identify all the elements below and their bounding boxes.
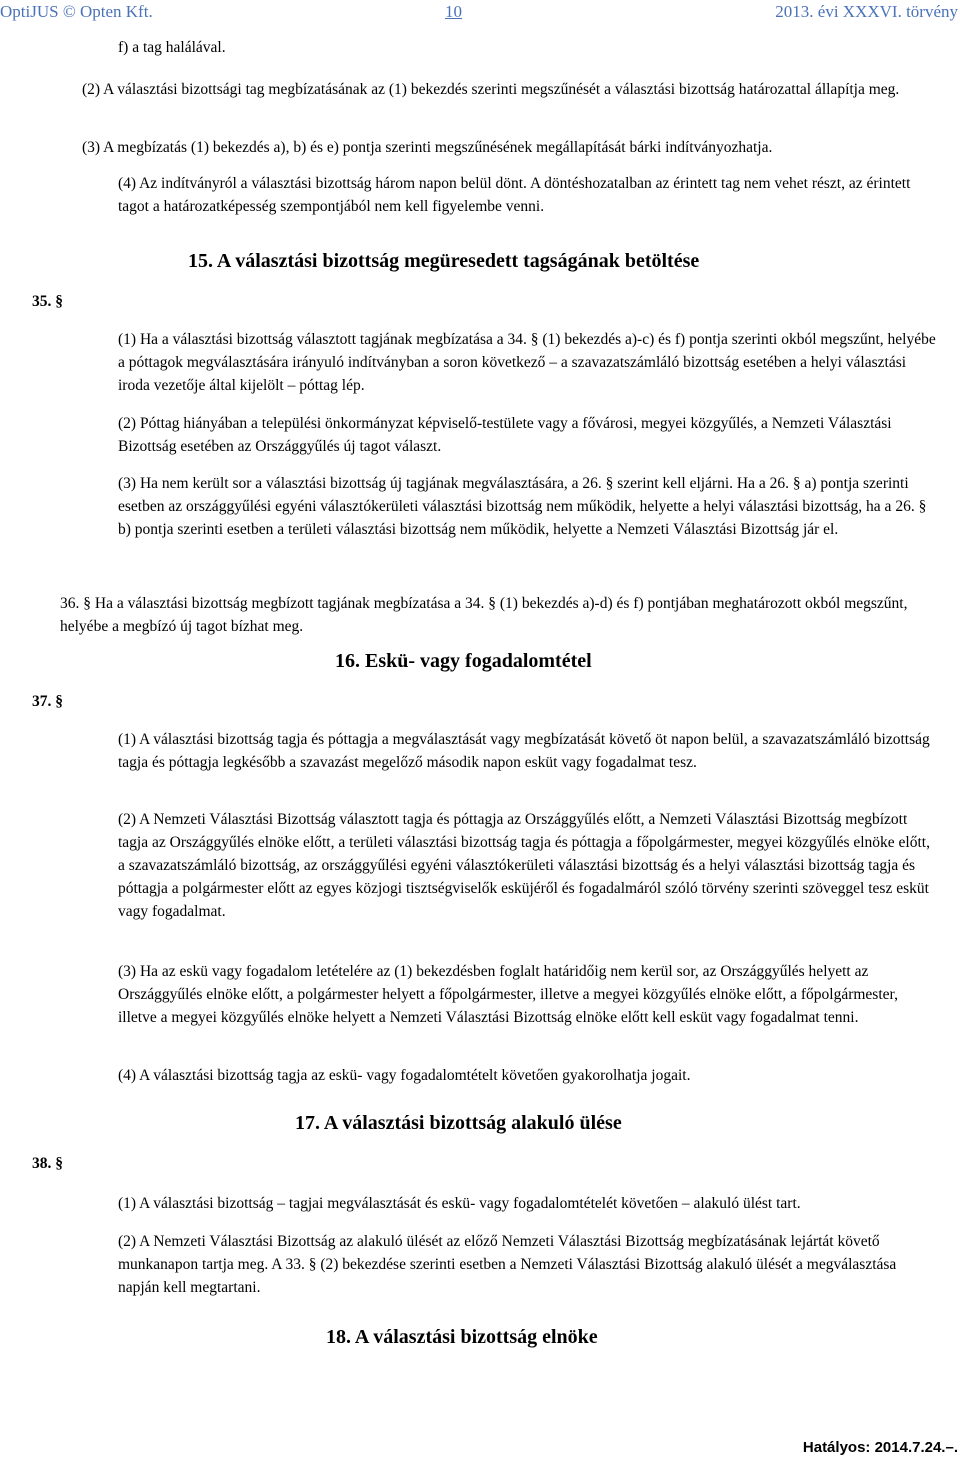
paragraph-37-3: (3) Ha az eskü vagy fogadalom letételére az (1) bekezdésben foglalt határidőig nem kerül sor, az Országgyűlés helyett az Országgyűlés elnöke előtt, a polgármester helyett a főpolgármester, illetve a megyei közgyűlés elnöke előtt, a főpolgármester, illetve a megyei közgyűlés elnöke helyett a Nemzeti Választási Bizottság elnöke előtt kell esküt vagy fogadalmat tenni. (118, 963, 898, 1026)
paragraph-38-2: (2) A Nemzeti Választási Bizottság az alakuló ülését az előző Nemzeti Választási Bizottság megbízatásának lejártát követő munkanapon tartja meg. A 33. § (2) bekezdése szerinti esetben a Nemzeti Választási Bizottság alakuló ülését a megválasztása napján kell megtartani. (118, 1233, 897, 1296)
section-title-16: 16. Eskü- vagy fogadalomtétel (335, 650, 592, 672)
paragraph-35-1: (1) Ha a választási bizottság választott tagjának megbízatása a 34. § (1) bekezdés a)-c) és f) pontja szerinti okból megszűnt, helyébe a póttagok megválasztására irányuló indítványban a soron következő – a szavazatszámláló bizottság esetében a helyi választási iroda vezetője által kijelölt – póttag lép. (118, 331, 936, 394)
paragraph-34-4: (4) Az indítványról a választási bizottság három napon belül dönt. A döntéshozatalban az érintett tag nem vehet részt, az érintett tagot a határozatképesség szempontjából nem kell figyelembe venni. (118, 175, 911, 215)
paragraph-34-2: (2) A választási bizottsági tag megbízatásának az (1) bekezdés szerinti megszűnését a választási bizottság határozattal állapítja meg. (82, 81, 900, 98)
paragraph-37-4: (4) A választási bizottság tagja az eskü- vagy fogadalomtételt követően gyakorolhatja jogait. (118, 1067, 691, 1084)
header-law-title: 2013. évi XXXVI. törvény (775, 2, 958, 21)
paragraph-35-3: (3) Ha nem került sor a választási bizottság új tagjának megválasztására, a 26. § szerint kell eljárni. Ha a 26. § a) pontja szerinti esetben az országgyűlési egyéni választókerületi választási bizottság nem működik, helyette a helyi választási bizottság, ha a 26. § b) pontja szerinti esetben a területi választási bizottság nem működik, helyette a Nemzeti Választási Bizottság jár el. (118, 475, 927, 538)
section-number-38: 38. § (32, 1155, 63, 1172)
paragraph-37-1: (1) A választási bizottság tagja és póttagja a megválasztását vagy megbízatását követő öt napon belül, a szavazatszámláló bizottság tagja és póttagja legkésőbb a szavazást megelőző második napon esküt vagy fogadalmat tesz. (118, 731, 930, 771)
paragraph-38-1: (1) A választási bizottság – tagjai megválasztását és eskü- vagy fogadalomtételét követően – alakuló ülést tart. (118, 1195, 801, 1212)
paragraph-36: 36. § Ha a választási bizottság megbízott tagjának megbízatása a 34. § (1) bekezdés a)-d) és f) pontjában meghatározott okból megszűnt, helyébe a megbízó új tagot bízhat meg. (60, 594, 908, 635)
paragraph-f: f) a tag halálával. (118, 39, 226, 56)
section-title-15: 15. A választási bizottság megüresedett tagságának betöltése (188, 250, 700, 272)
header-page-number: 10 (445, 2, 462, 21)
paragraph-34-3: (3) A megbízatás (1) bekezdés a), b) és e) pontja szerinti megszűnésének megállapítását bárki indítványozhatja. (82, 139, 773, 156)
section-number-35: 35. § (32, 293, 63, 310)
section-title-17: 17. A választási bizottság alakuló ülése (295, 1112, 622, 1134)
paragraph-37-2: (2) A Nemzeti Választási Bizottság választott tagja és póttagja az Országgyűlés előtt, a Nemzeti Választási Bizottság megbízott tagja az Országgyűlés elnöke előtt, a területi választási bizottság tagja és póttagja a főpolgármester, megyei közgyűlés elnöke előtt, a szavazatszámláló bizottság, az országgyűlési egyéni választókerületi választási bizottság és a helyi választási bizottság tagja és póttagja a polgármester előtt az egyes közjogi tisztségviselők esküjéről és fogadalmáról szóló törvény szerinti szöveggel tesz esküt vagy fogadalmat. (118, 811, 930, 920)
header-publisher: OptiJUS © Opten Kft. (0, 2, 153, 21)
page-header (0, 0, 960, 26)
section-number-37: 37. § (32, 693, 63, 710)
paragraph-35-2: (2) Póttag hiányában a települési önkormányzat képviselő-testülete vagy a fővárosi, megyei közgyűlés, a Nemzeti Választási Bizottság esetében az Országgyűlés új tagot választ. (118, 415, 892, 455)
footer-effective-date: Hatályos: 2014.7.24.–. (802, 1439, 958, 1456)
section-title-18: 18. A választási bizottság elnöke (326, 1326, 598, 1348)
